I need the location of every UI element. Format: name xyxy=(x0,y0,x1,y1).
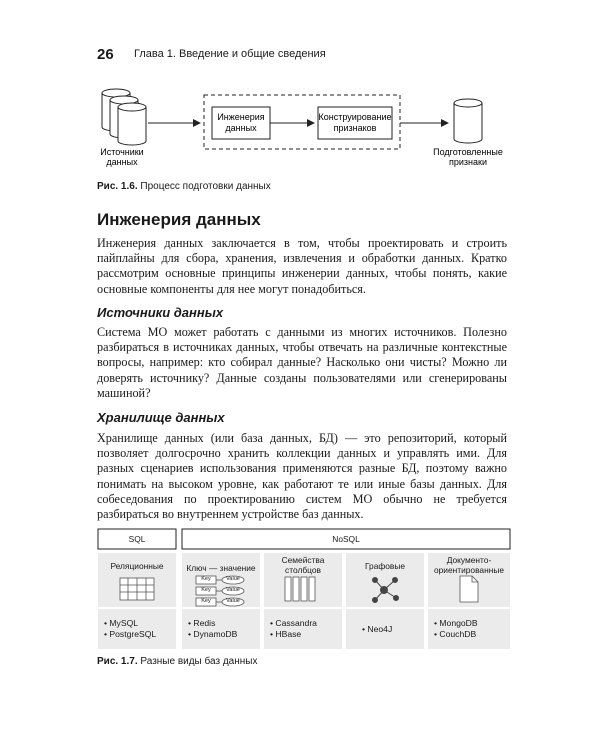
relational-example-1: • MySQL xyxy=(104,618,139,628)
kv-value-2: Value xyxy=(226,587,240,593)
sources-label-2: данных xyxy=(106,157,138,167)
table-icon xyxy=(120,578,154,600)
feature-engineering-label-1: Конструирование xyxy=(318,112,392,122)
page-header xyxy=(97,46,517,66)
graph-example-1: • Neo4J xyxy=(362,624,393,634)
sources-paragraph: Система МО может работать с данными из многих источников. Полезно разбираться в источниках данных, чтобы отвечать на различные контекстные вопросы, например: кто собирал данные? Насколько они чисты? Можно ли доверять источнику? Данные созданы пользователями или сгенерированы машиной? xyxy=(97,325,507,400)
figure-1-7-text: Разные виды баз данных xyxy=(137,656,258,667)
data-sources-icon xyxy=(102,89,146,145)
feature-engineering-label-2: признаков xyxy=(333,123,377,133)
figure-1-6-text: Процесс подготовки данных xyxy=(137,181,271,192)
document-title-2: ориентированные xyxy=(433,565,505,575)
relational-title: Реляционные xyxy=(110,561,164,571)
nosql-header: NoSQL xyxy=(332,534,360,544)
document-icon xyxy=(460,576,478,602)
figure-database-types xyxy=(96,528,512,650)
figure-data-preparation-diagram xyxy=(96,85,516,177)
key-value-example-2: • DynamoDB xyxy=(188,629,238,639)
relational-example-2: • PostgreSQL xyxy=(104,629,157,639)
figure-1-6-caption xyxy=(97,181,271,192)
kv-key-3: Key xyxy=(201,598,211,604)
graph-title: Графовые xyxy=(364,561,406,571)
storage-paragraph: Хранилище данных (или база данных, БД) — это репозиторий, который позволяет долгосрочно хранить коллекции данных и управлять ими. Для разных сценариев использования применяются разные БД, поэтому важно понимать на высоком уровне, как работают те или иные базы данных. Для собеседования по проектированию систем МО обычно не требуется разбираться во внутреннем устройстве баз данных. xyxy=(97,431,507,522)
figure-1-7-number: Рис. 1.7. xyxy=(97,656,138,667)
sql-header: SQL xyxy=(128,534,146,544)
key-value-title: Ключ — значение xyxy=(186,563,256,573)
document-title-1: Документо- xyxy=(446,555,492,565)
column-family-title-1: Семейства xyxy=(281,555,325,565)
prepared-features-label-1: Подготовленные xyxy=(433,147,503,157)
subsection-storage-title: Хранилище данных xyxy=(97,410,225,425)
column-family-example-1: • Cassandra xyxy=(270,618,317,628)
figure-1-7-caption xyxy=(97,656,257,667)
data-engineering-label-2: данных xyxy=(225,123,257,133)
intro-paragraph: Инженерия данных заключается в том, чтобы проектировать и строить пайплайны для сбора, хранения, извлечения и обработки данных. Кратко рассмотрим основные принципы инженерии данных, чтобы понять, какие основные компоненты для нее могут понадобиться. xyxy=(97,236,507,296)
key-value-example-1: • Redis xyxy=(188,618,216,628)
prepared-features-icon xyxy=(454,99,482,143)
kv-value-1: Value xyxy=(226,576,240,582)
subsection-sources-title: Источники данных xyxy=(97,305,224,320)
kv-key-1: Key xyxy=(201,576,211,582)
page-number: 26 xyxy=(97,46,114,63)
kv-key-2: Key xyxy=(201,587,211,593)
document-example-1: • MongoDB xyxy=(434,618,478,628)
column-family-title-2: столбцов xyxy=(285,565,321,575)
column-family-example-2: • HBase xyxy=(270,629,302,639)
running-head: Глава 1. Введение и общие сведения xyxy=(134,48,326,60)
figure-1-6-number: Рис. 1.6. xyxy=(97,181,138,192)
sources-label-1: Источники xyxy=(100,147,144,157)
kv-value-3: Value xyxy=(226,598,240,604)
prepared-features-label-2: признаки xyxy=(449,157,487,167)
section-title: Инженерия данных xyxy=(97,210,261,229)
data-engineering-label-1: Инженерия xyxy=(217,112,265,122)
document-example-2: • CouchDB xyxy=(434,629,477,639)
